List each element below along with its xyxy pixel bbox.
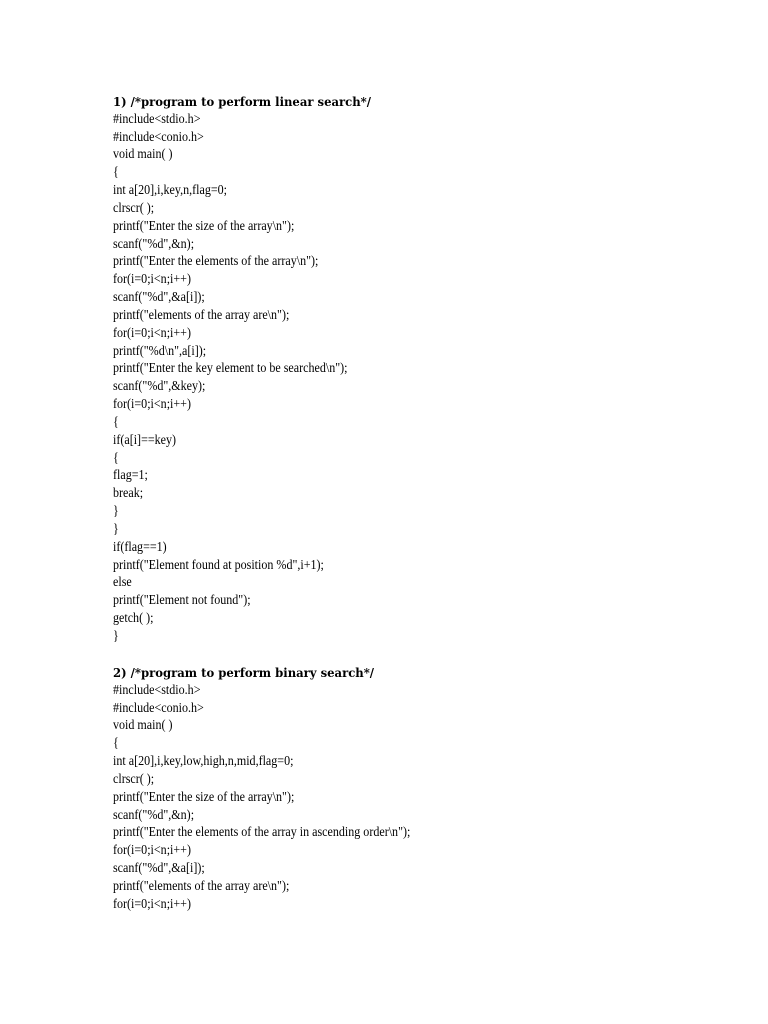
code-line: printf("Enter the key element to be searched\n"); bbox=[113, 361, 348, 377]
code-line: } bbox=[113, 504, 119, 520]
code-line: printf("elements of the array are\n"); bbox=[113, 307, 290, 323]
code-line: #include<conio.h> bbox=[113, 129, 204, 145]
code-line: for(i=0;i<n;i++) bbox=[113, 843, 191, 859]
code-line: scanf("%d",&n); bbox=[113, 236, 195, 252]
code-line: } bbox=[113, 521, 119, 537]
code-block bbox=[113, 682, 733, 914]
code-line: { bbox=[113, 165, 119, 181]
code-line: scanf("%d",&key); bbox=[113, 379, 206, 395]
code-line: if(a[i]==key) bbox=[113, 432, 177, 448]
code-line: { bbox=[113, 414, 119, 430]
code-line: printf("%d\n",a[i]); bbox=[113, 343, 207, 359]
code-line: printf("Enter the elements of the array in ascending order\n"); bbox=[113, 825, 411, 841]
code-line: else bbox=[113, 575, 132, 591]
code-line: for(i=0;i<n;i++) bbox=[113, 397, 191, 413]
code-block bbox=[113, 111, 733, 646]
code-line: getch( ); bbox=[113, 610, 154, 626]
code-line: printf("Element found at position %d",i+1); bbox=[113, 557, 324, 573]
linear-search-program bbox=[113, 93, 733, 646]
section-heading: 1) /*program to perform linear search*/ bbox=[113, 94, 371, 109]
code-line: void main( ) bbox=[113, 718, 173, 734]
code-line: printf("Enter the size of the array\n"); bbox=[113, 789, 295, 805]
code-line: { bbox=[113, 450, 119, 466]
code-line: printf("Enter the elements of the array\n"); bbox=[113, 254, 319, 270]
code-line: if(flag==1) bbox=[113, 539, 167, 555]
code-line: for(i=0;i<n;i++) bbox=[113, 272, 191, 288]
code-line: flag=1; bbox=[113, 468, 148, 484]
code-line: printf("Element not found"); bbox=[113, 593, 251, 609]
binary-search-program bbox=[113, 664, 733, 914]
code-line: void main( ) bbox=[113, 147, 173, 163]
code-line: clrscr( ); bbox=[113, 200, 155, 216]
code-line: scanf("%d",&a[i]); bbox=[113, 861, 205, 877]
code-line: int a[20],i,key,n,flag=0; bbox=[113, 183, 228, 199]
code-line: scanf("%d",&a[i]); bbox=[113, 290, 205, 306]
code-line: #include<conio.h> bbox=[113, 700, 204, 716]
code-line: scanf("%d",&n); bbox=[113, 807, 195, 823]
code-line: break; bbox=[113, 486, 144, 502]
code-line: for(i=0;i<n;i++) bbox=[113, 325, 191, 341]
code-line: #include<stdio.h> bbox=[113, 682, 201, 698]
code-line: for(i=0;i<n;i++) bbox=[113, 896, 191, 912]
section-heading: 2) /*program to perform binary search*/ bbox=[113, 665, 375, 680]
code-line: clrscr( ); bbox=[113, 771, 155, 787]
code-line: int a[20],i,key,low,high,n,mid,flag=0; bbox=[113, 754, 294, 770]
code-line: #include<stdio.h> bbox=[113, 111, 201, 127]
code-line: printf("elements of the array are\n"); bbox=[113, 878, 290, 894]
code-line: } bbox=[113, 628, 119, 644]
code-line: printf("Enter the size of the array\n"); bbox=[113, 218, 295, 234]
code-line: { bbox=[113, 736, 119, 752]
